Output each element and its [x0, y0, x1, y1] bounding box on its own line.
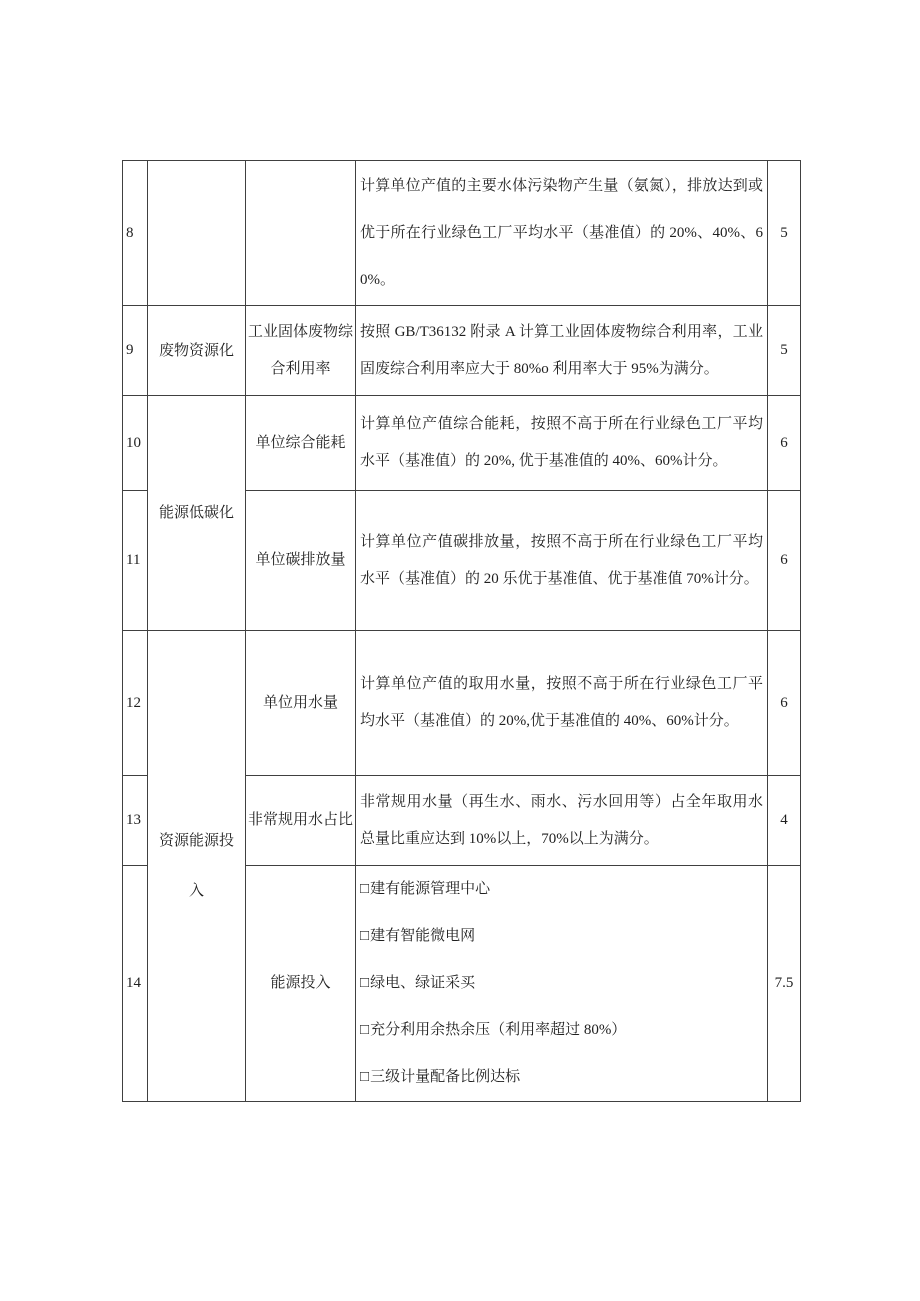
- checklist-line: [360, 866, 763, 913]
- score-cell: 7.5: [768, 866, 801, 1102]
- criteria-table: [122, 160, 801, 1102]
- score-cell: 6: [768, 491, 801, 631]
- table-row: [123, 396, 801, 491]
- item-cell: 工业固体废物综合利用率: [246, 306, 356, 396]
- item-cell: 单位碳排放量: [246, 491, 356, 631]
- item-cell: 非常规用水占比: [246, 776, 356, 866]
- item-cell: 单位用水量: [246, 631, 356, 776]
- row-number-cell: 13: [123, 776, 148, 866]
- score-cell: 5: [768, 161, 801, 306]
- checkbox-icon: □: [360, 975, 370, 991]
- row-number-cell: 12: [123, 631, 148, 776]
- category-cell: 能源低碳化: [148, 396, 246, 631]
- score-cell: 4: [768, 776, 801, 866]
- checkbox-icon: □: [360, 881, 370, 897]
- checkbox-icon: □: [360, 1069, 370, 1085]
- checklist-label: 充分利用余热余压（利用率超过 80%）: [370, 1022, 627, 1038]
- checklist-label: 建有能源管理中心: [370, 881, 491, 897]
- description-cell: 计算单位产值综合能耗，按照不高于所在行业绿色工厂平均水平（基准值）的 20%, 优于基准值的 40%、60%计分。: [356, 396, 768, 491]
- checklist-label: 三级计量配备比例达标: [370, 1069, 521, 1085]
- score-cell: 6: [768, 396, 801, 491]
- table-row: [123, 306, 801, 396]
- row-number-cell: 11: [123, 491, 148, 631]
- checkbox-icon: □: [360, 1022, 370, 1038]
- description-cell: 计算单位产值的主要水体污染物产生量（氨氮），排放达到或优于所在行业绿色工厂平均水平（基准值）的 20%、40%、60%。: [356, 161, 768, 306]
- checklist-label: 绿电、绿证采买: [370, 975, 476, 991]
- category-cell: [148, 161, 246, 306]
- description-cell: 计算单位产值碳排放量，按照不高于所在行业绿色工厂平均水平（基准值）的 20 乐优于基准值、优于基准值 70%计分。: [356, 491, 768, 631]
- row-number-cell: 14: [123, 866, 148, 1102]
- category-cell: 资源能源投入: [148, 631, 246, 1102]
- checklist-line: [360, 913, 763, 960]
- item-cell: 单位综合能耗: [246, 396, 356, 491]
- description-cell: 计算单位产值的取用水量，按照不高于所在行业绿色工厂平均水平（基准值）的 20%,优于基准值的 40%、60%计分。: [356, 631, 768, 776]
- table-row: [123, 631, 801, 776]
- description-cell: 按照 GB/T36132 附录 A 计算工业固体废物综合利用率，工业固废综合利用率应大于 80%o 利用率大于 95%为满分。: [356, 306, 768, 396]
- row-number-cell: 8: [123, 161, 148, 306]
- description-cell: [356, 866, 768, 1102]
- score-cell: 6: [768, 631, 801, 776]
- description-cell: 非常规用水量（再生水、雨水、污水回用等）占全年取用水总量比重应达到 10%以上，70%以上为满分。: [356, 776, 768, 866]
- table-row: [123, 161, 801, 306]
- checklist-line: [360, 1007, 763, 1054]
- checklist-label: 建有智能微电网: [370, 928, 476, 944]
- score-cell: 5: [768, 306, 801, 396]
- row-number-cell: 9: [123, 306, 148, 396]
- category-cell: 废物资源化: [148, 306, 246, 396]
- item-cell: 能源投入: [246, 866, 356, 1102]
- row-number-cell: 10: [123, 396, 148, 491]
- checklist-line: [360, 960, 763, 1007]
- item-cell: [246, 161, 356, 306]
- checkbox-icon: □: [360, 928, 370, 944]
- checklist-line: [360, 1054, 763, 1101]
